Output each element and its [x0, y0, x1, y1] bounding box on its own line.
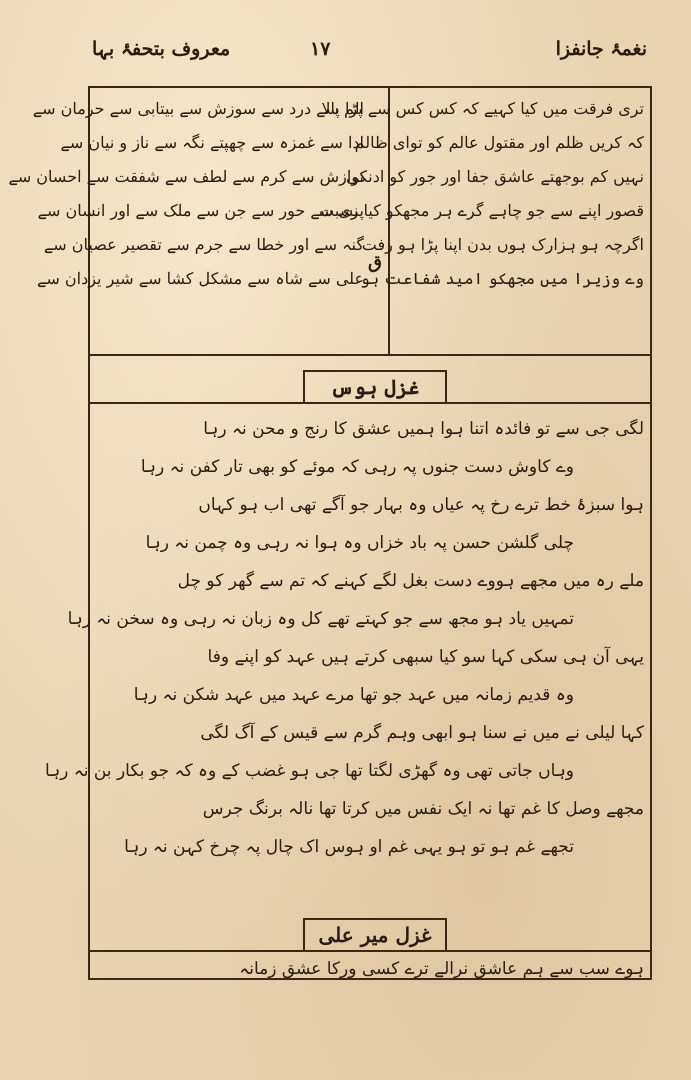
- verse-line: قصور اپنے سے جو چاہے گرے ہر مجھکو کیا نسبت: [319, 201, 644, 220]
- verse-line: یہی آن ہی سکی کہا سو کیا سبھی کرتے ہیں عہد کو اپنے وفا: [207, 647, 644, 667]
- verse-line: گنہ سے اور خطا سے جرم سے تقصیر عصیان سے: [43, 235, 364, 254]
- header-page-number: ۱۷: [310, 38, 331, 60]
- verse-line: لگی جی سے تو فائدہ اتنا ہوا ہمیں عشق کا رنج و محن نہ رہا: [203, 419, 644, 439]
- verse-line: علی سے شاہ سے مشکل کشا سے شیر یزدان سے: [37, 269, 364, 288]
- verse-line: نہیں کم بوجھتے عاشق جفا اور جور کو ادنکی: [346, 167, 644, 186]
- top-right-column: [319, 92, 644, 296]
- section-divider: [88, 354, 652, 356]
- verse-line: تری فرقت میں کیا کہیے کہ کس کس سے پڑا پالا: [321, 99, 644, 118]
- header-subtitle: معروف بتحفۂ بہا: [92, 38, 231, 60]
- verse-line: وے وزیرا میں مجھکو امید شفاعت ہو: [360, 269, 644, 288]
- qita-mark: ق: [368, 252, 382, 273]
- verse-line: پری سے حور سے جن سے ملک سے اور انسان سے: [37, 201, 364, 220]
- verse-line: اگرچہ ہو ہزارک ہوں بدن اپنا پڑا ہو رفت: [361, 235, 644, 254]
- verse-line: کہ کریں ظلم اور مقتول عالم کو توای ظالم: [354, 133, 644, 152]
- section-title-ghazal-mir-ali: غزل میر علی: [303, 918, 447, 950]
- verse-line: تمہیں یاد ہو مجھ سے جو کہتے تھے کل وہ زبان نہ رہی وہ سخن نہ رہا: [67, 609, 574, 629]
- verse-line: ادا سے غمزہ سے چھپتے نگہ سے ناز و نیان سے: [60, 133, 364, 152]
- verse-line: چلی گلشن حسن پہ باد خزاں وہ ہوا نہ رہی وہ چمن نہ رہا: [145, 533, 574, 553]
- verse-line: ملے رہ میں مجھے ہووے دست بغل لگے کہنے کہ تم سے گھر کو چل: [177, 571, 644, 591]
- verse-line: وہ قدیم زمانہ میں عہد جو تھا مرے عہد میں عہد شکن نہ رہا: [133, 685, 574, 705]
- verse-line: وہاں جاتی تھی وہ گھڑی لگتا تھا جی ہو غضب کے وہ کہ جو بکار بن نہ رہا: [45, 761, 574, 781]
- top-left-column: [8, 92, 364, 296]
- verse-line: نوازش سے کرم سے لطف سے شفقت سے احسان سے: [8, 167, 364, 186]
- verse-line-last: ہوے سب سے ہم عاشق نرالے ترے کسی ورکا عشق زمانہ: [239, 959, 644, 979]
- header-book-title: نغمۂ جانفزا: [555, 38, 647, 60]
- verse-line: وے کاوش دست جنوں پہ رہی کہ موئے کو بھی تار کفن نہ رہا: [140, 457, 574, 477]
- verse-line: تجھے غم ہو تو ہو یہی غم او ہوس اک چال پہ چرخ کہن نہ رہا: [124, 837, 574, 857]
- section-title-ghazal-hawas: غزل ہوس: [303, 370, 447, 402]
- ghazal-poem: [45, 410, 644, 866]
- title-divider: [88, 402, 652, 404]
- verse-line: کہا لیلی نے میں نے سنا ہو ابھی وہم گرم سے قیس کے آگ لگی: [200, 723, 644, 743]
- verse-line: الم سے درد سے سوزش سے بیتابی سے حرمان سے: [32, 99, 364, 118]
- section2-divider: [88, 950, 652, 952]
- verse-line: مجھے وصل کا غم تھا نہ ایک نفس میں کرتا تھا نالہ برنگ جرس: [202, 799, 644, 819]
- verse-line: ہوا سبزۂ خط ترے رخ پہ عیاں وہ بہار جو آگے تھی اب ہو کہاں: [198, 495, 644, 515]
